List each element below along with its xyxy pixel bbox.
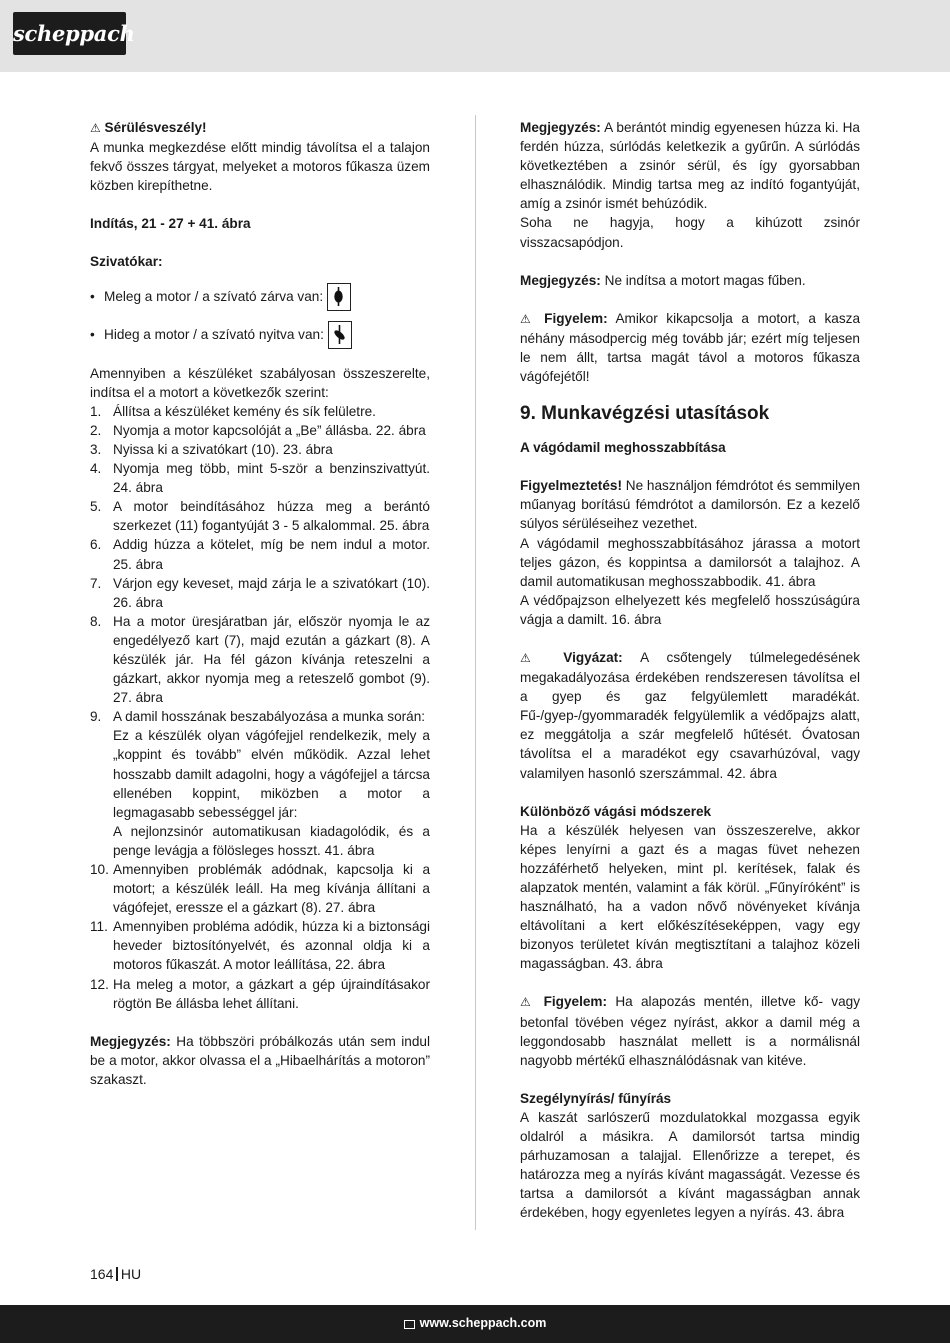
injury-warning-text: A munka megkezdése előtt mindig távolítsa el a talajon fekvő összes tárgyat, melyeket a motoros fűkasza üzem közben kirepíthetne. <box>90 140 430 194</box>
column-divider <box>475 115 476 1230</box>
edge-trimming-text: A kaszát sarlószerű mozdulatokkal mozgassa egyik oldalról a másikra. A damilorsót tartsa mindig párhuzamosan a talajjal. Ellenőrizze a terepet, és határozza meg a nyírás kívánt magasságát. Vezesse és tartsa a damilorsót a kívánt magasságban annak érdekében, hogy egyenletes legyen a nyírás. 43. ábra <box>520 1109 860 1221</box>
list-item: 3. Nyissa ki a szivatókart (10). 23. ábra <box>90 441 333 457</box>
list-item: 7. Várjon egy keveset, majd zárja le a szivatókart (10). 26. ábra <box>90 575 430 610</box>
page-number: 164 HU <box>90 1266 142 1282</box>
choke-open-icon <box>328 321 352 349</box>
choke-closed-icon <box>327 283 351 311</box>
choke-heading: Szivatókar: <box>90 254 163 270</box>
list-item: 1. Állítsa a készüléket kemény és sík felületre. <box>90 403 376 419</box>
attention-wear: ⚠ Figyelem: Ha alapozás mentén, illetve kő- vagy betonfal tövében végez nyírást, akkor a damil még a leggondosabb használat mellett is a normálisnál nagyobb mértékű elhasználódásnak van kitéve. <box>520 994 861 1068</box>
warning-triangle-icon: ⚠ <box>520 995 536 1010</box>
line-extension-text: A vágódamil meghosszabbításához járassa a motort teljes gázon, és koppintsa a damilorsót a talajhoz. A damil automatikusan meghosszabbodik. 41. ábra <box>520 535 860 589</box>
start-steps-list <box>90 402 430 1013</box>
cutting-methods-heading: Különböző vágási módszerek <box>520 803 712 819</box>
injury-warning-title: ⚠ Sérülésveszély! <box>90 120 207 135</box>
computer-icon <box>404 1320 415 1329</box>
website-link[interactable]: www.scheppach.com <box>419 1316 547 1331</box>
attention-stop: ⚠ Figyelem: Amikor kikapcsolja a motort, a kasza néhány másodpercig még tovább jár; ezért míg teljesen le nem állt, tartsa magát távol a motoros fűkasza vágófejétől! <box>520 310 861 385</box>
line-cut-text: A védőpajzson elhelyezett kés megfelelő hosszúságúra vágja a damilt. 16. ábra <box>520 592 860 627</box>
warning-triangle-icon: ⚠ <box>520 311 536 326</box>
list-item: 8. Ha a motor üresjáratban jár, először nyomja le az engedélyező kart (7), majd ezután a gázkart (8). A készülék jár. Ha fél gázon kívánja reteszelni a gázkart, akkor nyomja meg a reteszelő gombot (9). 27. ábra <box>90 613 430 706</box>
edge-trimming-heading: Szegélynyírás/ fűnyírás <box>520 1090 672 1106</box>
footer-bar <box>0 1305 950 1343</box>
line-extension-heading: A vágódamil meghosszabbítása <box>520 440 726 456</box>
bullet-warm-engine: • Meleg a motor / a szívató zárva van: <box>90 282 430 312</box>
left-column <box>90 118 430 1089</box>
start-heading: Indítás, 21 - 27 + 41. ábra <box>90 216 251 232</box>
header-bar <box>0 0 950 72</box>
pull-note-2: Soha ne hagyja, hogy a kihúzott zsinór visszacsapódjon. <box>520 215 860 250</box>
bullet-cold-engine: • Hideg a motor / a szívató nyitva van: <box>90 320 430 350</box>
list-item: 5. A motor beindításához húzza meg a berántó szerkezet (11) fogantyúját 3 - 5 alkalommal. 25. ábra <box>90 499 430 534</box>
start-intro: Amennyiben a készüléket szabályosan összeszerelte, indítsa el a motort a következők szerint: <box>90 365 430 400</box>
list-item: 11. Amennyiben probléma adódik, húzza ki a biztonsági heveder biztosítónyelvét, és azonnal oldja ki a motoros fűkaszát. A motor leállítása, 22. ábra <box>90 919 430 973</box>
caution-overheat: ⚠ Vigyázat: A csőtengely túlmelegedésének megakadályozása érdekében rendszeresen távolítsa el a gyep és gaz felgyülemlett maradékát. Fű-/gyep-/gyommaradék felgyülemlik a védőpajzs alatt, ez meggátolja a szár megfelelő hűtését. Óvatosan távolítsa el a maradékot egy csavarhúzóval, vagy valamilyen hasonló szerszámmal. 42. ábra <box>520 649 861 781</box>
list-item: 10. Amennyiben problémák adódnak, kapcsolja ki a motort; a készülék leáll. Ha meg kívánja állítani a vágófejet, eressze el a gázkart (8). 27. ábra <box>90 862 430 916</box>
list-item: 2. Nyomja a motor kapcsolóját a „Be” állásba. 22. ábra <box>90 422 426 438</box>
cutting-methods-text: Ha a készülék helyesen van összeszerelve, akkor képes lenyírni a gazt és a magas füvet nehezen hozzáférhető helyeken, mint pl. kerítések, falak és alapzatok mentén, valamint a fák körül. „Fűnyíróként” is használható, ha a vadon nővő növényeket kívánja eltávolítani a kert előkészítéseképpen, vagy egy bizonyos területet kíván megtisztítani a talajhoz közeli magasságban. 43. ábra <box>520 822 860 972</box>
metal-wire-warning: Figyelmeztetés! Ne használjon fémdrótot és semmilyen műanyag borítású fémdrótot a damilorsón. Ez a kezelő súlyos sérüléseihez vezethet. <box>520 478 861 532</box>
list-item: 9. A damil hosszának beszabályozása a munka során: Ez a készülék olyan vágófejjel rendelkezik, mely a „koppint és tovább” elvén működik. Azzal lehet hosszabb damilt adagolni, hogy a vágófejjel a tárcsa ellenében koppint, miközben a motor a legmagasabb sebességgel jár: A nejlonzsinór automatikusan kiadagolódik, és a penge levágja a fölösleges hosszt. 41. ábra <box>90 709 430 858</box>
pull-note: Megjegyzés: A berántót mindig egyenesen húzza ki. Ha ferdén húzza, súrlódás keletkezik a gyűrűn. A súrlódás következtében a zsinór sérül, és így gyorsabban elhasználódik. Mindig tartsa meg az indító fogantyúját, amíg a zsinór ismét behúzódik. <box>520 120 860 212</box>
brand-logo: scheppach <box>13 12 126 55</box>
list-item: 6. Addig húzza a kötelet, míg be nem indul a motor. 25. ábra <box>90 537 430 572</box>
right-column <box>520 118 860 1223</box>
warning-triangle-icon: ⚠ <box>90 121 101 135</box>
list-item: 4. Nyomja meg több, mint 5-ször a benzinszivattyút. 24. ábra <box>90 461 430 496</box>
left-note: Megjegyzés: Ha többszöri próbálkozás után sem indul be a motor, akkor olvassa el a „Hibaelhárítás a motoron” szakaszt. <box>90 1033 431 1087</box>
list-item: 12. Ha meleg a motor, a gázkart a gép újraindításakor rögtön Be állásba lehet állítani. <box>90 976 430 1011</box>
section-title: 9. Munkavégzési utasítások <box>520 403 770 425</box>
tall-grass-note: Megjegyzés: Ne indítsa a motort magas fűben. <box>520 272 806 288</box>
warning-triangle-icon: ⚠ <box>520 650 546 665</box>
